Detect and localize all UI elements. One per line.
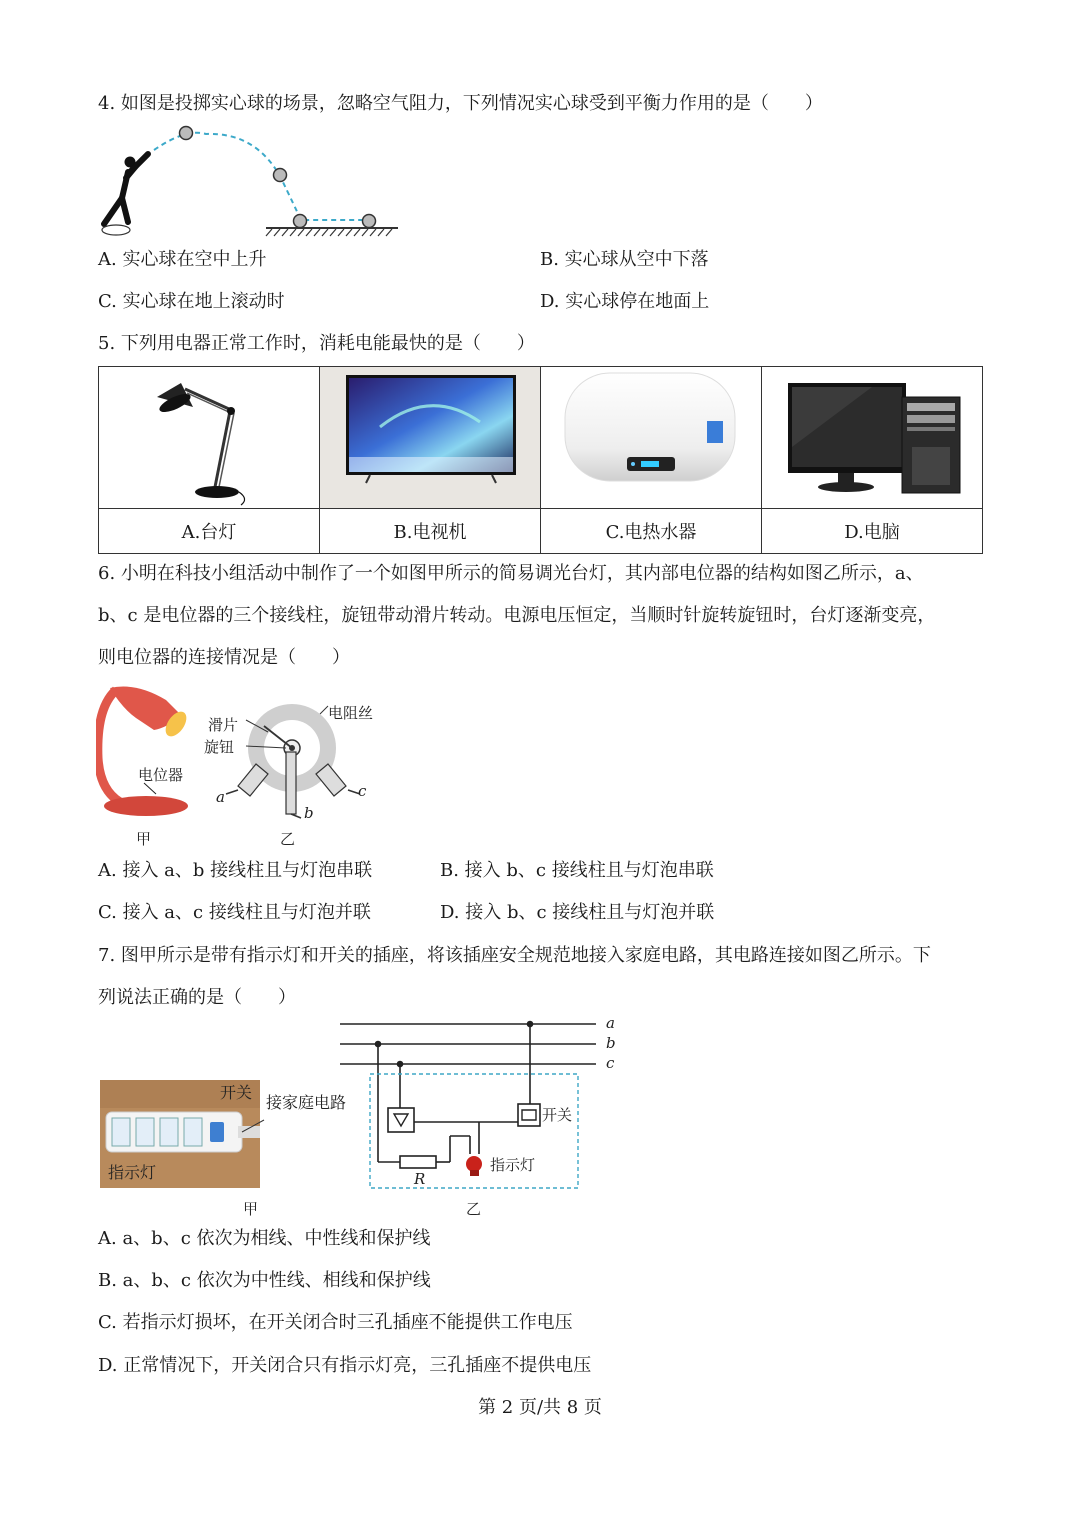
desk-lamp-cell xyxy=(99,367,320,509)
q6-stem-line1: 6. 小明在科技小组活动中制作了一个如图甲所示的简易调光台灯，其内部电位器的结构如图乙所示，a、 xyxy=(98,563,924,584)
q6-stem-line2: b、c 是电位器的三个接线柱，旋钮带动滑片转动。电源电压恒定，当顺时针旋转旋钮时，台灯逐渐变亮， xyxy=(98,605,936,626)
q7-option-b[interactable]: B. a、b、c 依次为中性线、相线和保护线 xyxy=(98,1270,431,1291)
circuit-switch-label: 开关 xyxy=(542,1106,573,1124)
figure-6-caption-left: 甲 xyxy=(136,830,152,848)
shot-put-figure xyxy=(96,120,406,240)
photo-indicator-label: 指示灯 xyxy=(108,1163,157,1182)
q7-option-d[interactable]: D. 正常情况下，开关闭合只有指示灯亮，三孔插座不提供电压 xyxy=(98,1355,592,1376)
home-circuit-label: 接家庭电路 xyxy=(266,1093,347,1112)
appliance-label-a[interactable]: A.台灯 xyxy=(99,509,320,554)
q4-option-d[interactable]: D. 实心球停在地面上 xyxy=(540,291,710,312)
figure-7-caption-right: 乙 xyxy=(466,1200,482,1218)
appliance-table xyxy=(98,366,983,554)
q4-option-a[interactable]: A. 实心球在空中上升 xyxy=(98,249,267,270)
water-heater-image xyxy=(541,367,761,508)
q5-stem: 5. 下列用电器正常工作时，消耗电能最快的是（ ） xyxy=(98,333,535,354)
figure-7-caption-left: 甲 xyxy=(243,1200,259,1218)
q4-stem: 4. 如图是投掷实心球的场景，忽略空气阻力，下列情况实心球受到平衡力作用的是（ ） xyxy=(98,93,823,114)
terminal-c-label: c xyxy=(358,782,367,800)
q6-figure xyxy=(96,678,396,854)
line-b-label: b xyxy=(606,1034,616,1052)
q7-option-c[interactable]: C. 若指示灯损坏，在开关闭合时三孔插座不能提供工作电压 xyxy=(98,1312,573,1333)
desk-lamp-image xyxy=(99,367,319,508)
q7-option-a[interactable]: A. a、b、c 依次为相线、中性线和保护线 xyxy=(98,1228,431,1249)
q7-figure xyxy=(98,1014,638,1220)
tv-image xyxy=(320,367,540,508)
circuit-indicator-label: 指示灯 xyxy=(490,1156,536,1174)
q6-option-c[interactable]: C. 接入 a、c 接线柱且与灯泡并联 xyxy=(98,902,371,923)
q4-option-c[interactable]: C. 实心球在地上滚动时 xyxy=(98,291,285,312)
indicator-light-icon xyxy=(466,1156,482,1172)
slider-label: 滑片 xyxy=(208,716,239,734)
knob-label: 旋钮 xyxy=(204,738,235,756)
photo-switch-label: 开关 xyxy=(220,1083,253,1102)
line-a-label: a xyxy=(606,1014,615,1032)
figure-6-caption-right: 乙 xyxy=(280,830,296,848)
appliance-label-d[interactable]: D.电脑 xyxy=(762,509,983,554)
appliance-label-b[interactable]: B.电视机 xyxy=(320,509,541,554)
resistance-wire-label: 电阻丝 xyxy=(328,704,374,722)
terminal-b-label: b xyxy=(304,804,314,822)
terminal-a-label: a xyxy=(216,788,225,806)
computer-image xyxy=(762,367,982,508)
resistor-label: R xyxy=(414,1170,426,1188)
red-lamp-image xyxy=(98,687,191,817)
q7-stem-line2: 列说法正确的是（ ） xyxy=(98,987,296,1008)
q7-stem-line1: 7. 图甲所示是带有指示灯和开关的插座，将该插座安全规范地接入家庭电路，其电路连接如图乙所示。下 xyxy=(98,945,931,966)
water-heater-cell xyxy=(541,367,762,509)
q6-stem-line3: 则电位器的连接情况是（ ） xyxy=(98,647,350,668)
page-footer: 第 2 页/共 8 页 xyxy=(478,1397,602,1418)
tv-cell xyxy=(320,367,541,509)
computer-cell xyxy=(762,367,983,509)
q6-option-a[interactable]: A. 接入 a、b 接线柱且与灯泡串联 xyxy=(98,860,373,881)
q4-option-b[interactable]: B. 实心球从空中下落 xyxy=(540,249,709,270)
appliance-label-c[interactable]: C.电热水器 xyxy=(541,509,762,554)
q6-option-b[interactable]: B. 接入 b、c 接线柱且与灯泡串联 xyxy=(440,860,714,881)
q6-option-d[interactable]: D. 接入 b、c 接线柱且与灯泡并联 xyxy=(440,902,715,923)
potentiometer-label: 电位器 xyxy=(138,766,184,784)
line-c-label: c xyxy=(606,1054,615,1072)
